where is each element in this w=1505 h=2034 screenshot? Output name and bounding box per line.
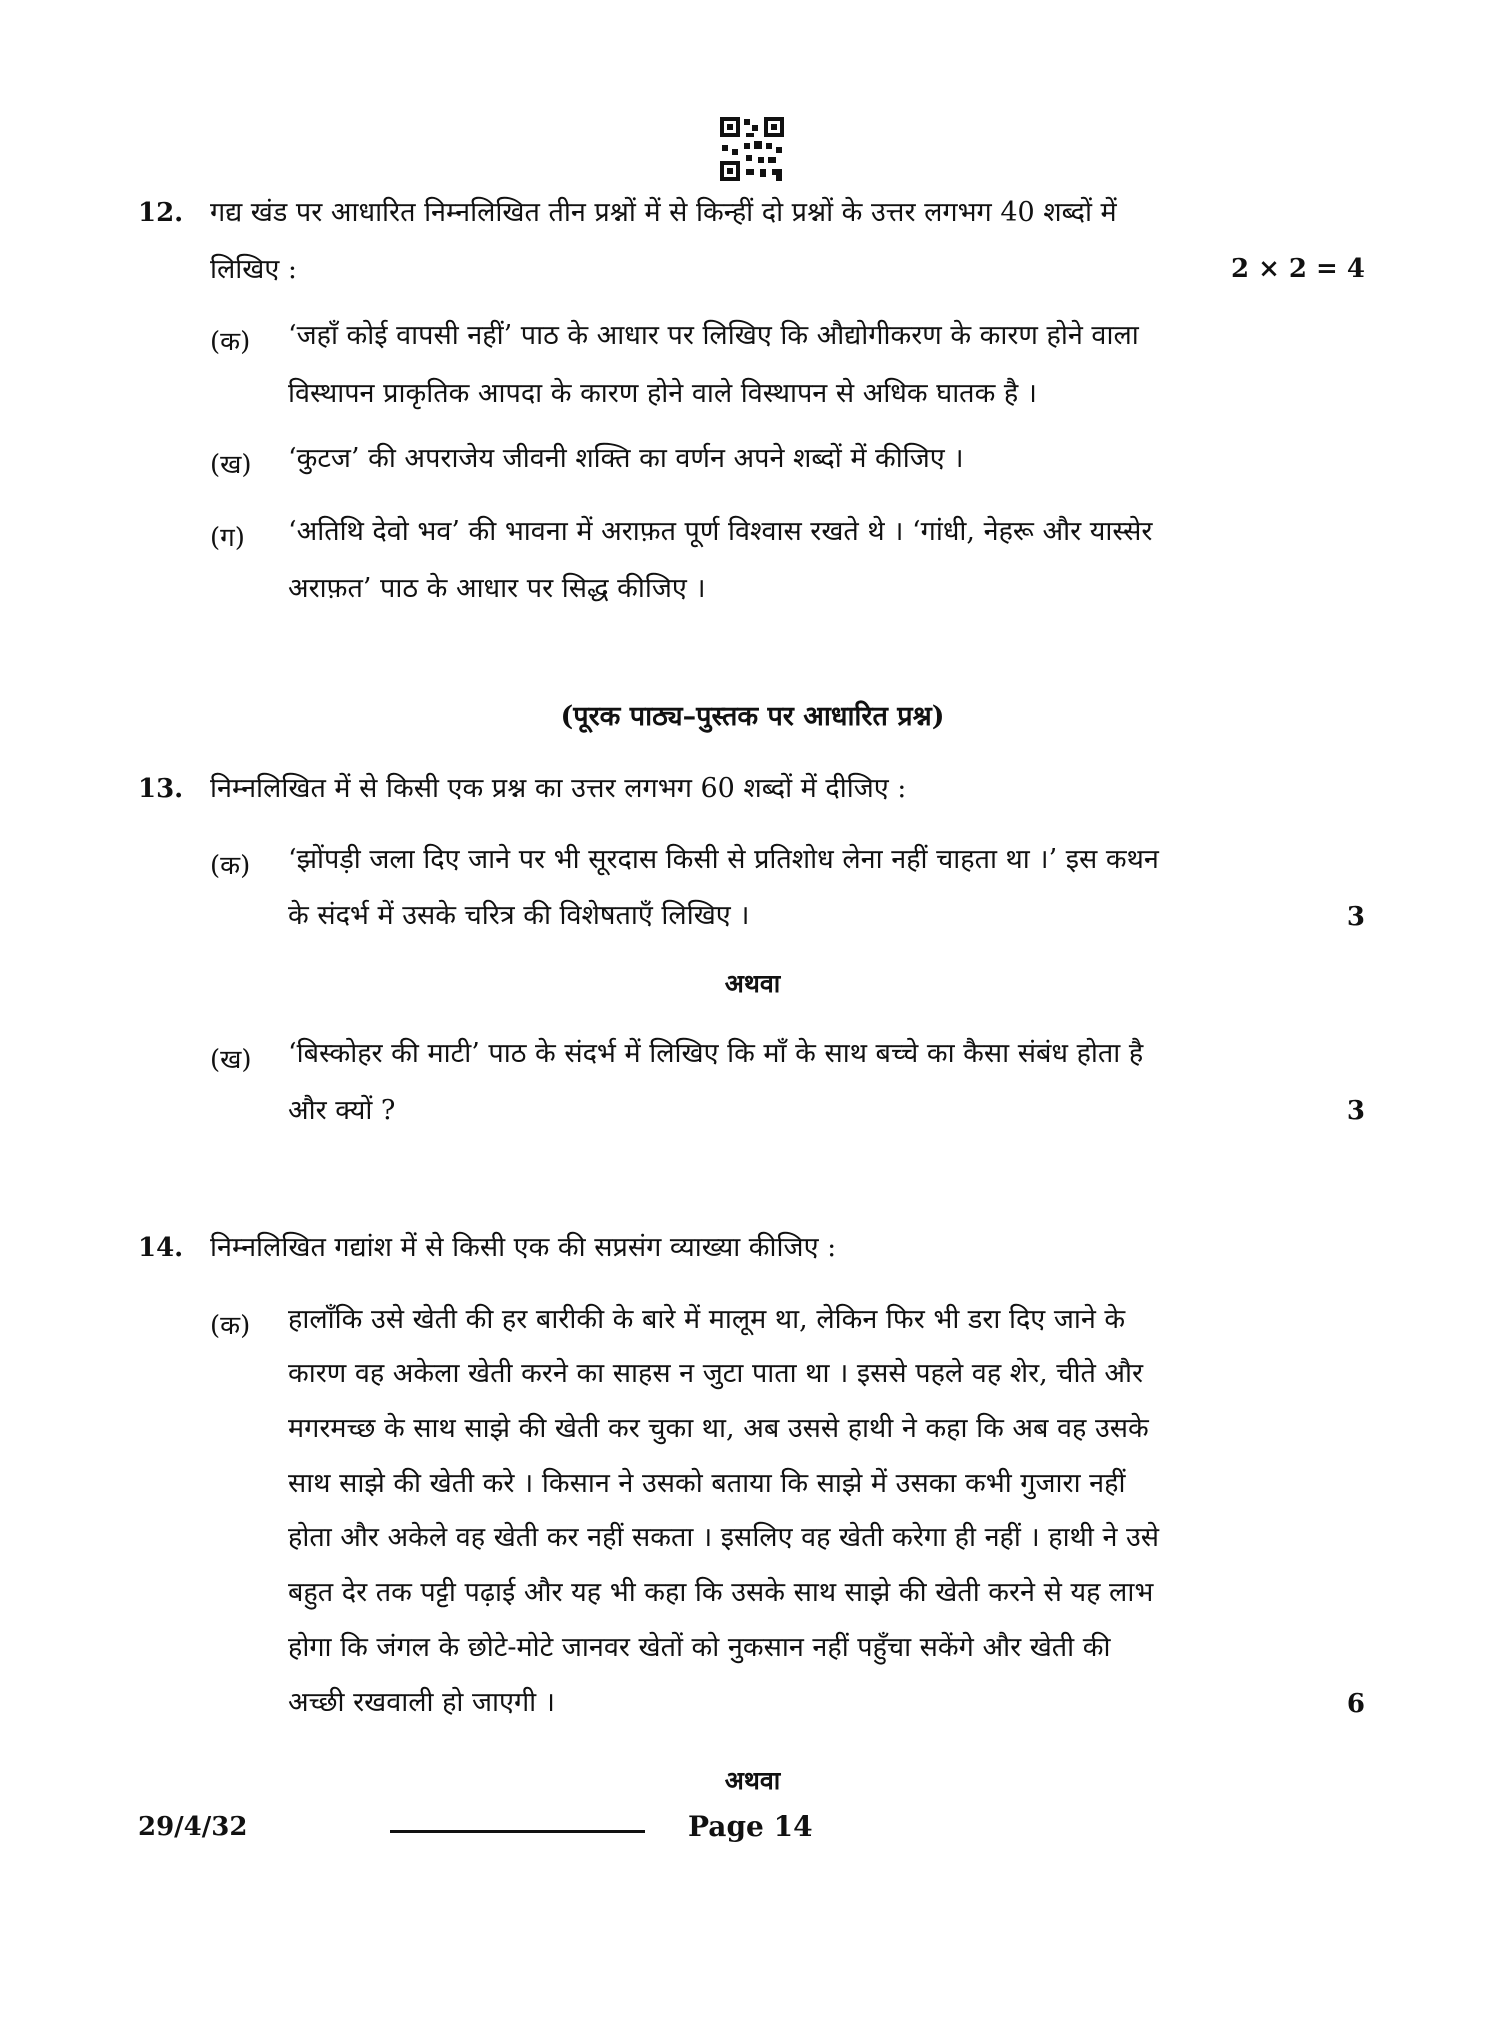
q14-passage-line3: मगरमच्छ के साथ साझे की खेती कर चुका था, अब उससे हाथी ने कहा कि अब वह उसके	[288, 1413, 1149, 1444]
q14-passage-line2: कारण वह अकेला खेती करने का साहस न जुटा पाता था । इससे पहले वह शेर, चीते और	[288, 1358, 1144, 1389]
q12-option-ga-line2: अराफ़त’ पाठ के आधार पर सिद्ध कीजिए ।	[288, 573, 706, 604]
q13-option-label-kha: (ख)	[210, 1045, 252, 1075]
q14-passage-line7: होगा कि जंगल के छोटे-मोटे जानवर खेतों को नुकसान नहीं पहुँचा सकेंगे और खेती की	[288, 1632, 1111, 1663]
question-number-14: 14.	[138, 1233, 184, 1263]
q13-option-label-ka: (क)	[210, 851, 251, 881]
question-number-12: 12.	[138, 198, 184, 228]
q14-passage-line6: बहुत देर तक पट्टी पढ़ाई और यह भी कहा कि उसके साथ साझे की खेती करने से यह लाभ	[288, 1577, 1154, 1608]
q14-passage-line8: अच्छी रखवाली हो जाएगी ।	[288, 1687, 555, 1718]
q14-passage-line5: होता और अकेले वह खेती कर नहीं सकता । इसलिए वह खेती करेगा ही नहीं । हाथी ने उसे	[288, 1522, 1160, 1553]
q12-instruction-line1: गद्य खंड पर आधारित निम्नलिखित तीन प्रश्नों में से किन्हीं दो प्रश्नों के उत्तर लगभग 40 शब्दों में	[210, 197, 1117, 228]
q12-option-label-ga: (ग)	[210, 523, 245, 553]
q12-marks: 2 × 2 = 4	[1230, 254, 1365, 284]
q12-option-ga-line1: ‘अतिथि देवो भव’ की भावना में अराफ़त पूर्ण विश्वास रखते थे । ‘गांधी, नेहरू और यास्सेर	[288, 516, 1153, 547]
q14-instruction: निम्नलिखित गद्यांश में से किसी एक की सप्रसंग व्याख्या कीजिए :	[210, 1232, 837, 1263]
q14-option-label-ka: (क)	[210, 1311, 251, 1341]
q14-marks: 6	[1346, 1689, 1365, 1719]
q12-option-label-kha: (ख)	[210, 450, 252, 480]
qr-code-icon	[718, 115, 786, 183]
question-number-13: 13.	[138, 774, 184, 804]
q13-instruction: निम्नलिखित में से किसी एक प्रश्न का उत्तर लगभग 60 शब्दों में दीजिए :	[210, 773, 907, 804]
q13-option-ka-line2: के संदर्भ में उसके चरित्र की विशेषताएँ लिखिए ।	[288, 900, 750, 931]
paper-code: 29/4/32	[138, 1812, 248, 1842]
q14-passage-line4: साथ साझे की खेती करे । किसान ने उसको बताया कि साझे में उसका कभी गुजारा नहीं	[288, 1468, 1126, 1499]
q12-option-kha-line1: ‘कुटज’ की अपराजेय जीवनी शक्ति का वर्णन अपने शब्दों में कीजिए ।	[288, 443, 964, 474]
q12-option-ka-line1: ‘जहाँ कोई वापसी नहीं’ पाठ के आधार पर लिखिए कि औद्योगीकरण के कारण होने वाला	[288, 320, 1139, 351]
footer-divider	[390, 1830, 645, 1833]
q13-option-ka-marks: 3	[1346, 902, 1365, 932]
q12-option-ka-line2: विस्थापन प्राकृतिक आपदा के कारण होने वाले विस्थापन से अधिक घातक है ।	[288, 378, 1038, 409]
section-heading: (पूरक पाठ्य–पुस्तक पर आधारित प्रश्न)	[560, 701, 945, 732]
q14-passage-line1: हालाँकि उसे खेती की हर बारीकी के बारे में मालूम था, लेकिन फिर भी डरा दिए जाने के	[288, 1304, 1126, 1335]
page-number: Page 14	[688, 1810, 813, 1843]
q13-option-kha-marks: 3	[1346, 1096, 1365, 1126]
q14-or-text: अथवा	[724, 1766, 781, 1795]
q13-or-text: अथवा	[724, 969, 781, 998]
q13-option-kha-line1: ‘बिस्कोहर की माटी’ पाठ के संदर्भ में लिखिए कि माँ के साथ बच्चे का कैसा संबंध होता है	[288, 1038, 1144, 1069]
q13-option-kha-line2: और क्यों ?	[288, 1095, 396, 1126]
q13-option-ka-line1: ‘झोंपड़ी जला दिए जाने पर भी सूरदास किसी से प्रतिशोध लेना नहीं चाहता था ।’ इस कथन	[288, 844, 1159, 875]
q12-option-label-ka: (क)	[210, 327, 251, 357]
q12-instruction-line2: लिखिए :	[210, 254, 297, 285]
